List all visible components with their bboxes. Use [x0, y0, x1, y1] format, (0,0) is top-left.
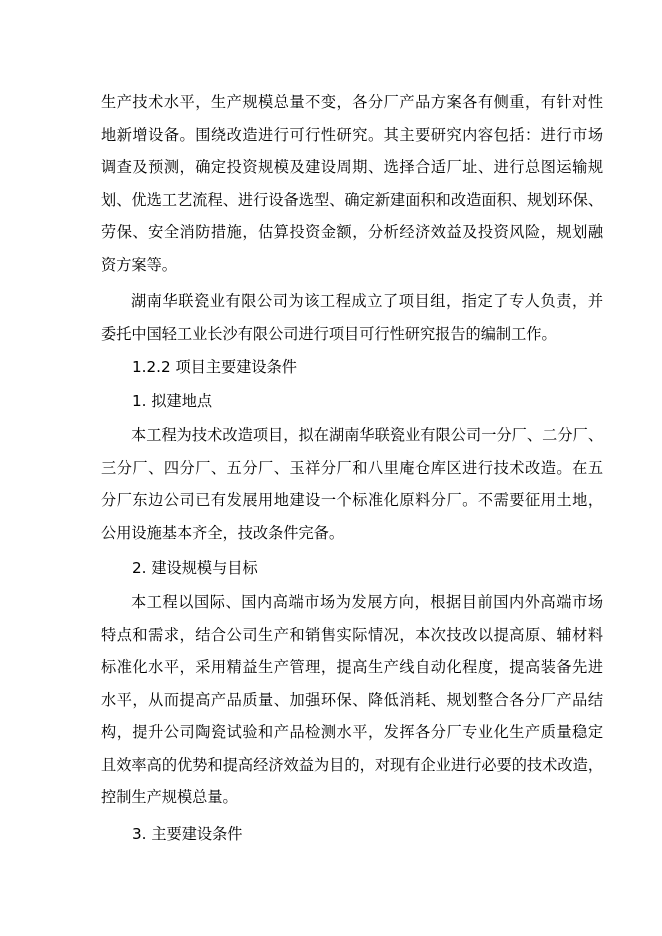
text-line: 划、优选工艺流程、进行设备选型、确定新建面积和改造面积、规划环保、	[101, 190, 603, 209]
text-line: 资方案等。	[101, 255, 177, 274]
text-line: 本工程以国际、国内高端市场为发展方向，根据目前国内外高端市场	[131, 593, 603, 611]
text-line: 三分厂、四分厂、五分厂、玉祥分厂和八里庵仓库区进行技术改造。在五	[101, 458, 603, 477]
text-line: 劳保、安全消防措施，估算投资金额，分析经济效益及投资风险，规划融	[101, 223, 603, 241]
paragraph-scale-goals	[101, 586, 603, 814]
text-line: 水平，从而提高产品质量、加强环保、降低消耗、规划整合各分厂产品结	[101, 690, 603, 709]
text-line: 构，提升公司陶瓷试验和产品检测水平，发挥各分厂专业化生产质量稳定	[101, 723, 603, 741]
text-line: 生产技术水平，生产规模总量不变，各分厂产品方案各有侧重，有针对性	[101, 93, 603, 111]
text-line: 地新增设备。围绕改造进行可行性研究。其主要研究内容包括：进行市场	[101, 125, 603, 144]
text-line: 本工程为技术改造项目，拟在湖南华联瓷业有限公司一分厂、二分厂、	[131, 426, 603, 444]
section-heading-1-2-2: 1.2.2 项目主要建设条件	[132, 358, 297, 376]
text-line: 分厂东边公司已有发展用地建设一个标准化原料分厂。不需要征用土地，	[101, 491, 603, 509]
paragraph-site	[101, 419, 603, 549]
text-line: 公用设施基本齐全，技改条件完备。	[101, 523, 344, 542]
text-line: 控制生产规模总量。	[101, 788, 238, 806]
text-line: 调查及预测，确定投资规模及建设周期、选择合适厂址、进行总图运输规	[101, 158, 603, 176]
paragraph-project-team	[101, 285, 603, 350]
paragraph-research-content	[101, 86, 603, 281]
subheading-scale-goals: 2. 建设规模与目标	[132, 559, 258, 577]
text-line: 标准化水平，采用精益生产管理，提高生产线自动化程度，提高装备先进	[101, 658, 603, 676]
text-line: 且效率高的优势和提高经济效益为目的，对现有企业进行必要的技术改造，	[101, 755, 603, 774]
text-line: 委托中国轻工业长沙有限公司进行项目可行性研究报告的编制工作。	[101, 324, 557, 343]
text-line: 特点和需求，结合公司生产和销售实际情况，本次技改以提高原、辅材料	[101, 625, 603, 644]
subheading-site: 1. 拟建地点	[132, 392, 213, 410]
subheading-main-conditions: 3. 主要建设条件	[132, 825, 243, 843]
text-line: 湖南华联瓷业有限公司为该工程成立了项目组，指定了专人负责，并	[131, 292, 603, 310]
